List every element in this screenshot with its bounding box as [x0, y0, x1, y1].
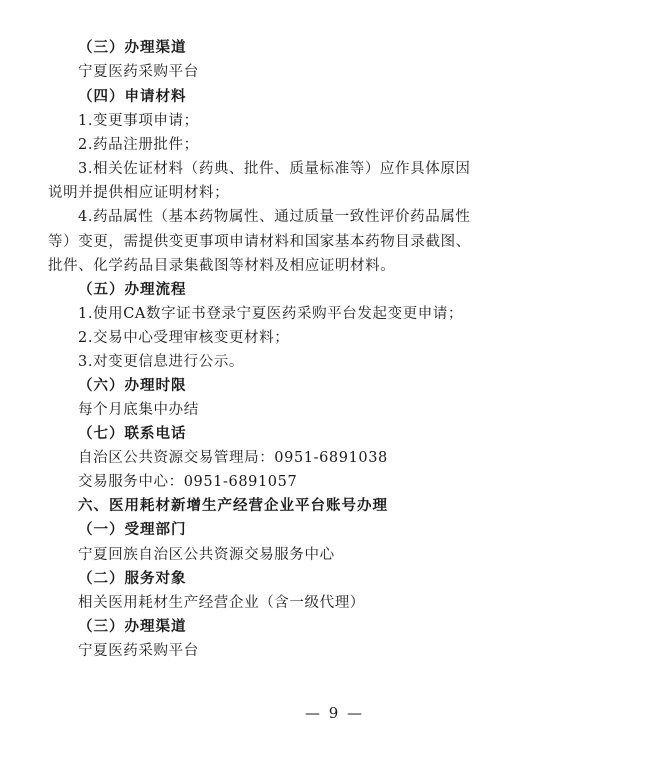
heading-phone: （七）联系电话 — [78, 426, 187, 442]
heading-channel: （三）办理渠道 — [78, 40, 187, 56]
paragraph-service-target: 相关医用耗材生产经营企业（含一级代理） — [78, 595, 365, 611]
heading-materials: （四）申请材料 — [78, 89, 187, 105]
phone-line: 自治区公共资源交易管理局：0951-6891038 — [78, 450, 388, 466]
paragraph-channel: 宁夏医药采购平台 — [78, 64, 199, 80]
list-item-continuation: 批件、化学药品目录集截图等材料及相应证明材料。 — [48, 258, 396, 274]
paragraph-time-limit: 每个月底集中办结 — [78, 402, 199, 418]
list-item-continuation: 说明并提供相应证明材料； — [48, 185, 230, 201]
list-item-continuation: 等）变更，需提供变更事项申请材料和国家基本药物目录截图、 — [48, 234, 471, 250]
list-item: 4.药品属性（基本药物属性、通过质量一致性评价药品属性 — [78, 209, 471, 225]
section-heading: 六、医用耗材新增生产经营企业平台账号办理 — [78, 498, 388, 514]
page-number: — 9 — — [304, 704, 365, 722]
heading-channel: （三）办理渠道 — [78, 619, 187, 635]
heading-time-limit: （六）办理时限 — [78, 378, 187, 394]
list-item: 3.对变更信息进行公示。 — [78, 354, 245, 370]
paragraph-channel: 宁夏医药采购平台 — [78, 643, 199, 659]
list-item: 2.药品注册批件； — [78, 137, 199, 153]
phone-line: 交易服务中心：0951-6891057 — [78, 474, 298, 490]
list-item: 2.交易中心受理审核变更材料； — [78, 330, 290, 346]
heading-process: （五）办理流程 — [78, 282, 187, 298]
list-item: 3.相关佐证材料（药典、批件、质量标准等）应作具体原因 — [78, 161, 471, 177]
heading-department: （一）受理部门 — [78, 522, 187, 538]
heading-service-target: （二）服务对象 — [78, 571, 187, 587]
list-item: 1.变更事项申请； — [78, 113, 199, 129]
list-item: 1.使用CA数字证书登录宁夏医药采购平台发起变更申请； — [78, 306, 464, 322]
paragraph-department: 宁夏回族自治区公共资源交易服务中心 — [78, 547, 335, 563]
